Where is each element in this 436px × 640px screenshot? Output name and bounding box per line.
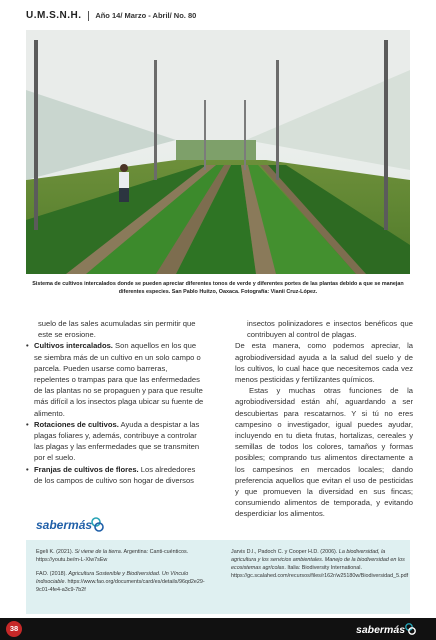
ref-author: FAO. (2018). [36, 571, 69, 577]
references-box [26, 540, 410, 614]
reference-item [36, 570, 214, 594]
greenhouse-illustration [26, 30, 410, 274]
sabermas-logo [36, 516, 106, 534]
ref-title: Si viene de la tierra [74, 549, 121, 555]
reference-item [231, 548, 409, 580]
reference-item [36, 548, 214, 564]
photo-caption: Sistema de cultivos intercalados donde se pueden apreciar diferentes tonos de verde y diferentes portes de las plantas debido a que se manejan diferentes especies. San Pablo Huitzo, Oaxaca. Fotografía: Vianii Cruz-López. [32, 281, 404, 295]
bullet-item [26, 464, 204, 486]
ref-rest: . Argentina: Canti-cuénticos. https://youtu.be/m-L-Xlw7sEw [36, 549, 189, 563]
page-header [26, 10, 410, 24]
bullet-item [26, 340, 204, 418]
footer-logo [356, 622, 418, 636]
right-continuation: insectos polinizadores e insectos benéficos que contribuyen al control de plagas. [247, 319, 413, 340]
bullet-icon: • [26, 464, 29, 474]
bullet-list [26, 340, 204, 486]
header-divider [88, 11, 89, 21]
logo-text: sabermás [36, 518, 93, 532]
footer-logo-text: sabermás [356, 624, 406, 636]
references-left [36, 548, 214, 600]
page-footer [0, 618, 436, 640]
bullet-text: Son aquellos en los que se siembra más de un cultivo en un solo campo o parcela. Pueden usarse como barreras, repelentes o trampas para que las enfermedades de las plantas no se propaguen y para que resulte más difícil a los insectos plaga ubicar su fuente de alimento. [34, 341, 204, 418]
greenhouse-photo [26, 30, 410, 274]
left-column [26, 318, 204, 486]
bullet-title: Franjas de cultivos de flores. [34, 464, 139, 474]
left-intro: suelo de las sales acumuladas sin permitir que este se erosione. [38, 319, 196, 340]
right-paragraph-1: De esta manera, como podemos apreciar, la agrobiodiversidad ayuda a la salud del suelo y de los cultivos, lo cual hace que necesitemos cada vez menos pesticidas y fertilizantes químicos. [235, 341, 413, 385]
right-paragraph-2: Estas y muchas otras funciones de la agrobiodiversidad están ahí, aguardando a ser descubiertas para rescatarnos. Y si tú no eres campesino o investigador, igual puedes ayudar, incluyendo en tu dieta frutas, hortalizas, cereales y semillas de todos los colores, tamaños y formas posibles; comprando tus alimentos directamente a los campesinos en mercados locales; dando preferencia aquellos que evitan el uso de pesticidas y que promueven la diversidad en sus fincas; consumiendo alimentos de temporada, y evitando desperdiciar los alimentos. [235, 386, 413, 519]
magazine-name: U.M.S.N.H. [26, 10, 82, 21]
ref-author: Jarvis D.I., Padoch C. y Cooper H.D. (2006). [231, 549, 339, 555]
bullet-icon: • [26, 419, 29, 429]
references-right [231, 548, 409, 586]
page-number: 38 [6, 621, 22, 637]
right-column [235, 318, 413, 520]
ref-rest: . Italia: Biodiversity International. https://gc.scalahed.com/recursos/files/r162r/w25180w/Biodiversidad_5.pdf [231, 565, 409, 579]
bullet-text: Ayuda a despistar a las plagas foliares y, además, contribuye a controlar las plagas y las enfermedades que se transmiten por el suelo. [34, 419, 200, 463]
ref-rest: . https://www.fao.org/documents/card/es/details/96qd2e29-9c01-4fe4-a3c9-7b2f [36, 579, 205, 593]
bullet-title: Cultivos intercalados. [34, 341, 113, 351]
ref-author: Egeli K. (2021). [36, 549, 75, 555]
ref-title: La biodiversidad, la agricultura y los servicios ambientales. Manejo de la biodiversidad en los ecosistemas agrícolas [231, 549, 405, 571]
bullet-text: Los alrededores de los campos de cultivo son hogar de diversos [34, 464, 196, 485]
bullet-title: Rotaciones de cultivos. [34, 419, 119, 429]
issue-info: Año 14/ Marzo - Abril/ No. 80 [95, 11, 197, 20]
bullet-icon: • [26, 341, 29, 351]
ref-title: Agricultura Sostenible y Biodiversidad. Un Vínculo Indisociable [36, 571, 189, 585]
bullet-item [26, 419, 204, 464]
